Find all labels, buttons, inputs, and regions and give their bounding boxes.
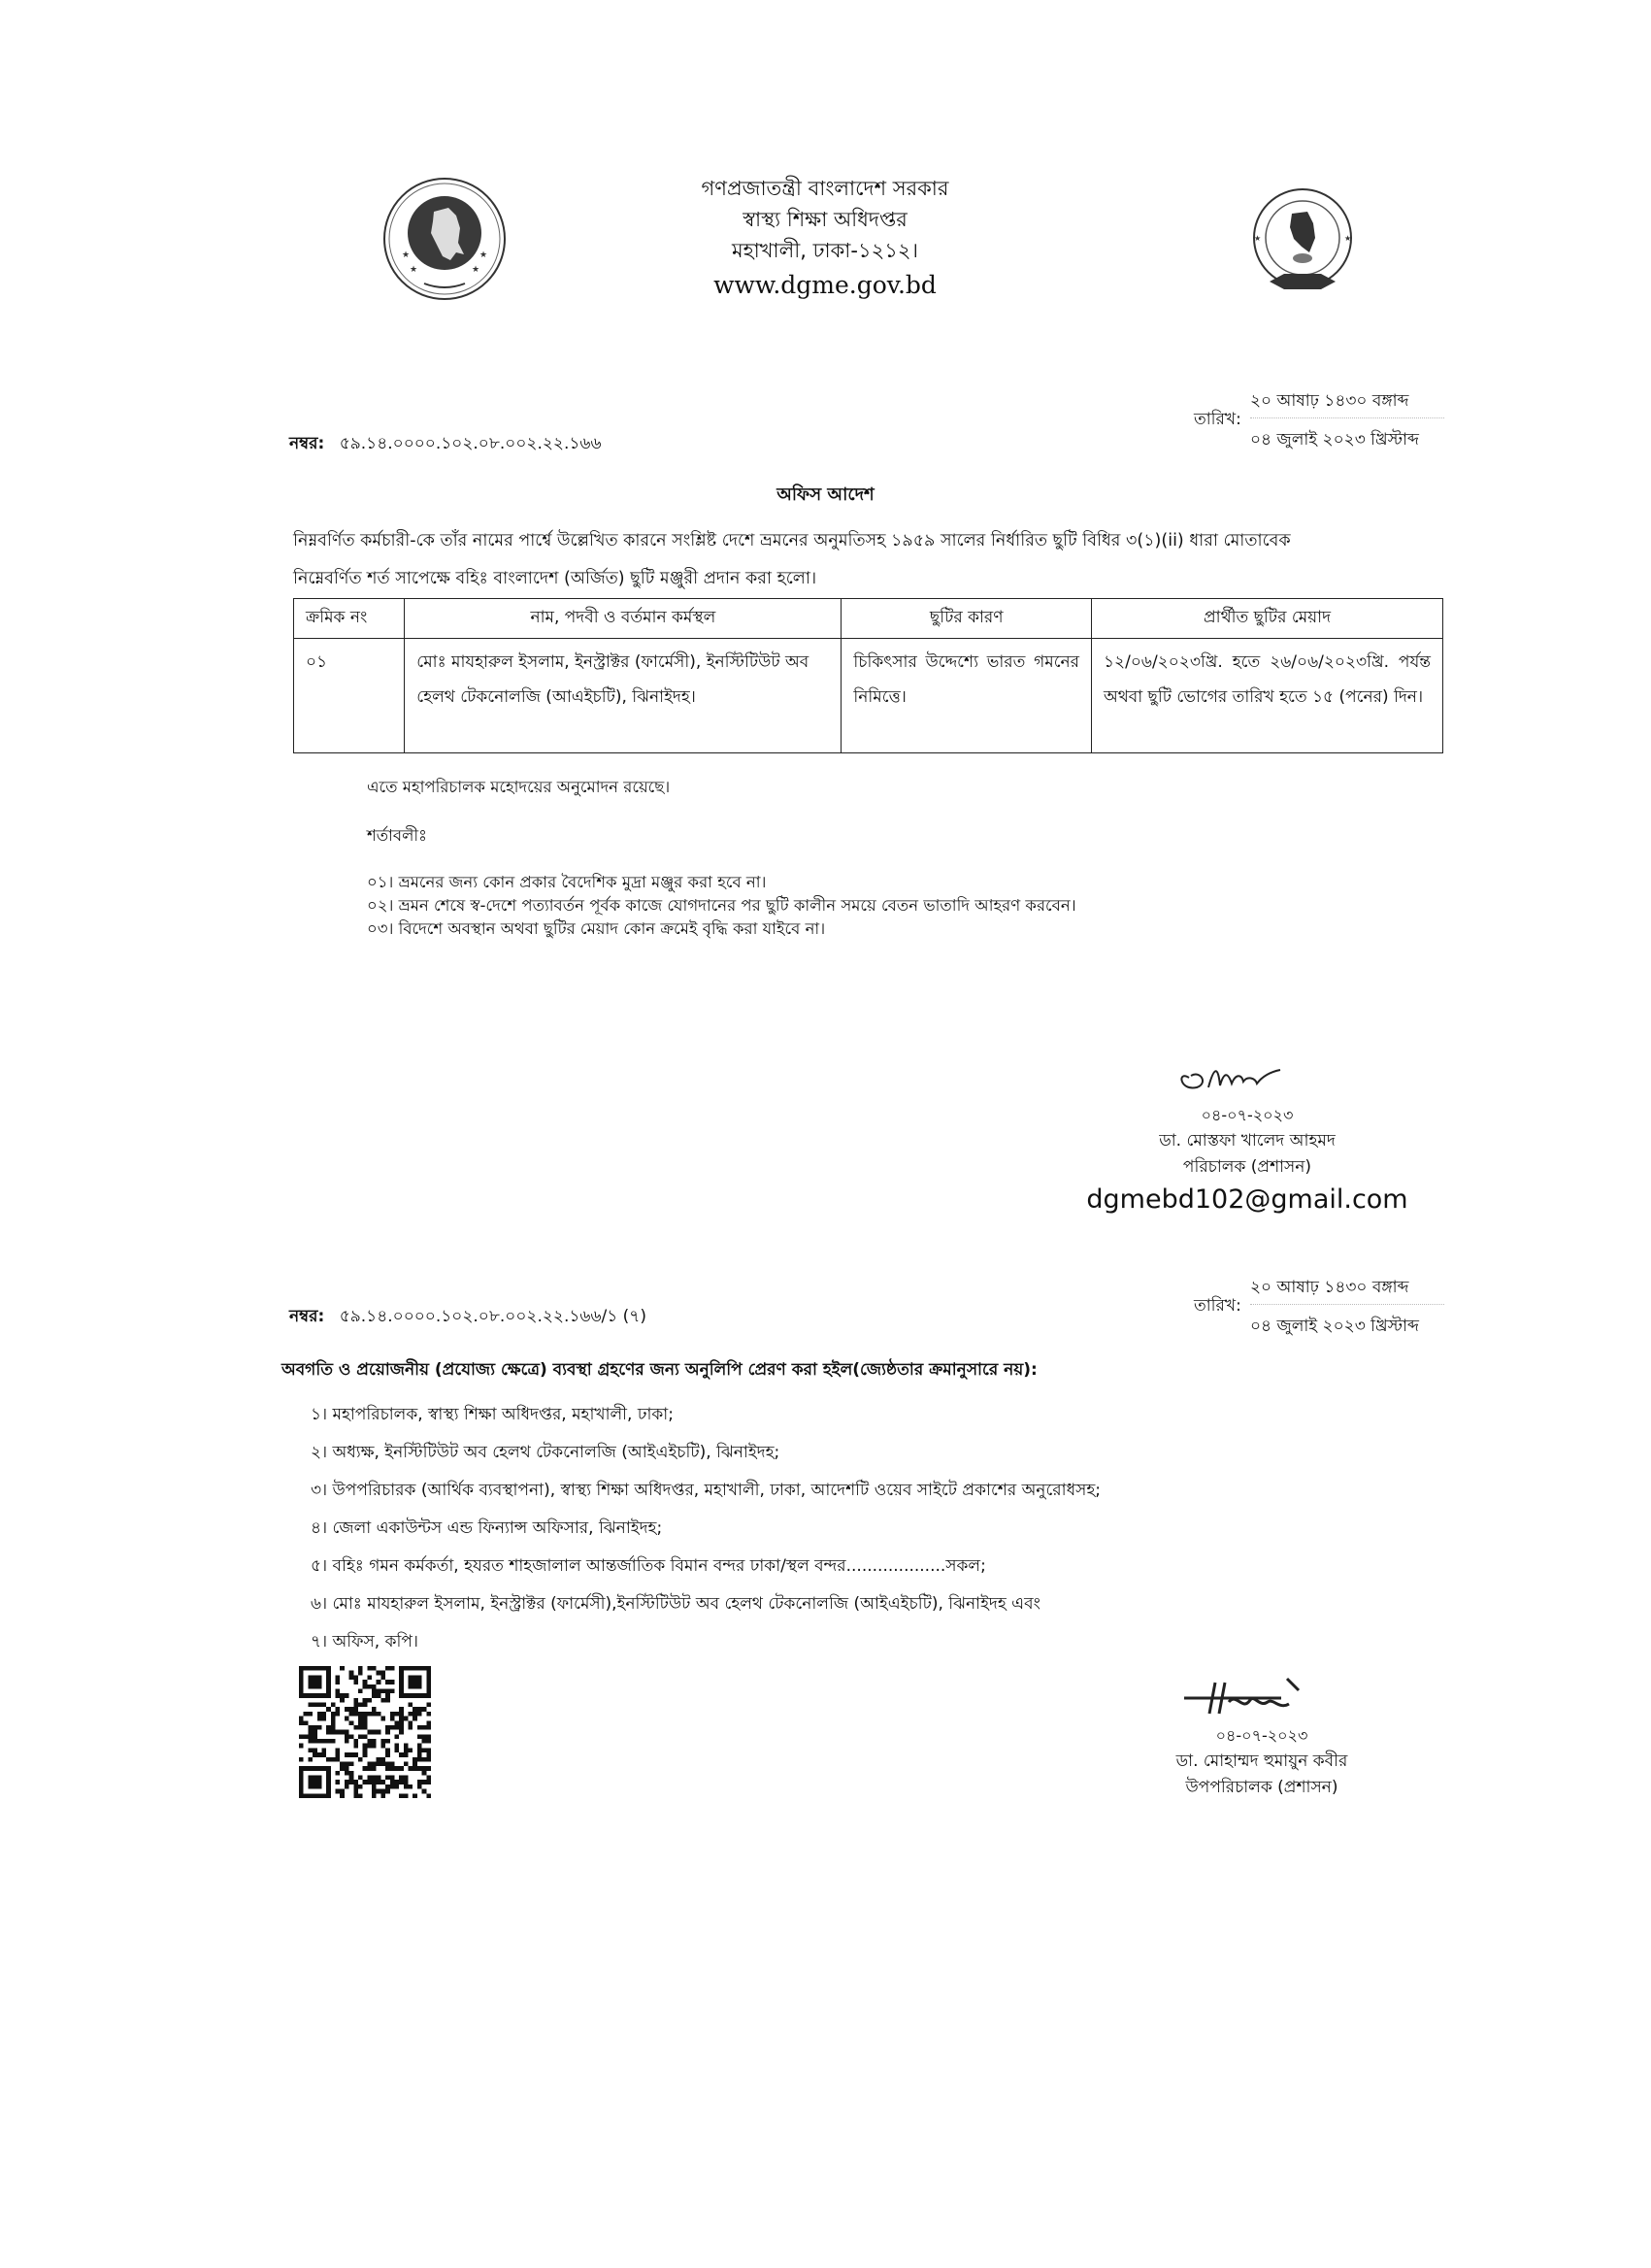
column-header-duration: প্রার্থীত ছুটির মেয়াদ [1092, 599, 1443, 639]
order-paragraph [293, 522, 1458, 598]
qr-code-icon [299, 1666, 431, 1798]
contact-email[interactable]: dgmebd102@gmail.com [1086, 1184, 1408, 1215]
date-divider [1250, 417, 1444, 418]
column-header-serial: ক্রমিক নং [294, 599, 405, 639]
copy-recipients-list [311, 1396, 1101, 1661]
memo-value: ৫৯.১৪.০০০০.১০২.০৮.০০২.২২.১৬৬/১ (৭) [339, 1307, 646, 1326]
conditions-list [367, 871, 1076, 941]
signature-icon [1097, 1665, 1427, 1723]
svg-text:★: ★ [479, 250, 488, 260]
memo-value: ৫৯.১৪.০০০০.১০২.০৮.০০২.২২.১৬৬ [339, 434, 602, 453]
column-header-name: নাম, পদবী ও বর্তমান কর্মস্থল [405, 599, 842, 639]
date-block [1194, 388, 1456, 456]
approval-note: এতে মহাপরিচালক মহোদয়ের অনুমোদন রয়েছে। [367, 778, 671, 796]
copy-heading: অবগতি ও প্রয়োজনীয় (প্রযোজ্য ক্ষেত্রে) ব্যবস্থা গ্রহণের জন্য অনুলিপি প্রেরণ করা হইল(জ্যেষ্ঠতার ক্রমানুসারে নয়): [281, 1360, 1038, 1380]
date-label: তারিখ: [1194, 410, 1241, 429]
copy-date-block [1194, 1275, 1456, 1343]
leave-table [293, 598, 1443, 753]
signature-block-director [1058, 1049, 1436, 1219]
cell-name: মোঃ মাযহারুল ইসলাম, ইনস্ট্রাক্টর (ফার্মেসী), ইনস্টিটিউট অব হেলথ টেকনোলজি (আএইচটি), ঝিনাইদহ। [405, 639, 842, 753]
date-bangla: ২০ আষাঢ় ১৪৩০ বঙ্গাব্দ [1250, 1278, 1409, 1297]
memo-label: নম্বর: [289, 434, 325, 453]
date-label: তারিখ: [1194, 1296, 1241, 1316]
svg-text:★: ★ [402, 250, 411, 260]
paragraph-line: নিম্নবর্ণিত কর্মচারী-কে তাঁর নামের পার্শ্বে উল্লেখিত কারনে সংশ্লিষ্ট দেশে ভ্রমনের অনুমতিসহ ১৯৫৯ সালের নির্ধারিত ছুটি বিধির ৩(১)(ii) ধারা মোতাবেক [293, 531, 1291, 550]
signatory-designation: উপপরিচালক (প্রশাসন) [1185, 1778, 1338, 1797]
cell-duration: ১২/০৬/২০২৩খ্রি. হতে ২৬/০৬/২০২৩খ্রি. পর্যন্ত অথবা ছুটি ভোগের তারিখ হতে ১৫ (পনের) দিন। [1092, 639, 1443, 753]
memo-label: নম্বর: [289, 1307, 325, 1326]
condition-item: ০১। ভ্রমনের জন্য কোন প্রকার বৈদেশিক মুদ্রা মঞ্জুর করা হবে না। [367, 873, 767, 891]
recipient-item: ২। অধ্যক্ষ, ইনস্টিটিউট অব হেলথ টেকনোলজি (আইএইচটি), ঝিনাইদহ; [311, 1443, 780, 1462]
svg-text:★: ★ [472, 265, 480, 275]
website-link[interactable]: www.dgme.gov.bd [713, 271, 937, 299]
recipient-item: ৬। মোঃ মাযহারুল ইসলাম, ইনস্ট্রাক্টর (ফার্মেসী),ইনস্টিটিউট অব হেলথ টেকনোলজি (আইএইচটি), ঝিনাইদহ এবং [311, 1594, 1040, 1614]
bangladesh-government-seal-icon [380, 175, 509, 303]
table-header-row [294, 599, 1443, 639]
dgme-seal-icon [1245, 184, 1360, 299]
copy-memo-number [289, 1304, 646, 1331]
signatory-name: ডা. মোহাম্মদ হুমায়ুন কবীর [1175, 1751, 1348, 1771]
condition-item: ০৩। বিদেশে অবস্থান অথবা ছুটির মেয়াদ কোন ক্রমেই বৃদ্ধি করা যাইবে না। [367, 919, 826, 938]
conditions-title: শর্তাবলীঃ [367, 826, 427, 845]
column-header-reason: ছুটির কারণ [842, 599, 1092, 639]
recipient-item: ৭। অফিস, কপি। [311, 1632, 418, 1651]
page-title: অফিস আদেশ [776, 484, 875, 505]
cell-serial: ০১ [294, 639, 405, 753]
signature-block-deputy-director [1097, 1665, 1427, 1801]
date-gregorian: ০৪ জুলাই ২০২৩ খ্রিস্টাব্দ [1250, 1317, 1419, 1336]
date-bangla: ২০ আষাঢ় ১৪৩০ বঙ্গাব্দ [1250, 391, 1409, 411]
recipient-item: ১। মহাপরিচালক, স্বাস্থ্য শিক্ষা অধিদপ্তর, মহাখালী, ঢাকা; [311, 1405, 674, 1424]
table-row [294, 639, 1443, 753]
date-gregorian: ০৪ জুলাই ২০২৩ খ্রিস্টাব্দ [1250, 430, 1419, 450]
cell-reason: চিকিৎসার উদ্দেশ্যে ভারত গমনের নিমিত্তে। [842, 639, 1092, 753]
department-name: স্বাস্থ্য শিক্ষা অধিদপ্তর [743, 208, 908, 231]
signature-icon [1058, 1049, 1436, 1103]
svg-text:★: ★ [410, 265, 418, 275]
signatory-designation: পরিচালক (প্রশাসন) [1182, 1157, 1312, 1177]
letterhead [544, 173, 1106, 303]
signatory-name: ডা. মোস্তফা খালেদ আহমদ [1159, 1131, 1336, 1151]
signature-date: ০৪-০৭-২০২৩ [1201, 1106, 1294, 1124]
memo-number [289, 431, 602, 458]
date-divider [1250, 1304, 1444, 1305]
signature-date: ০৪-০৭-২০২৩ [1215, 1726, 1308, 1745]
svg-text:★: ★ [1254, 234, 1262, 243]
government-name: গণপ্রজাতন্ত্রী বাংলাদেশ সরকার [701, 177, 949, 200]
recipient-item: ৪। জেলা একাউন্টস এন্ড ফিন্যান্স অফিসার, ঝিনাইদহ; [311, 1518, 663, 1538]
recipient-item: ৩। উপপরিচারক (আর্থিক ব্যবস্থাপনা), স্বাস্থ্য শিক্ষা অধিদপ্তর, মহাখালী, ঢাকা, আদেশটি ওয়েব সাইটে প্রকাশের অনুরোধসহ; [311, 1481, 1101, 1500]
recipient-item: ৫। বহিঃ গমন কর্মকর্তা, হযরত শাহজালাল আন্তর্জাতিক বিমান বন্দর ঢাকা/স্থল বন্দর...................সকল; [311, 1556, 986, 1576]
condition-item: ০২। ভ্রমন শেষে স্ব-দেশে পত্যাবর্তন পূর্বক কাজে যোগদানের পর ছুটি কালীন সময়ে বেতন ভাতাদি আহরণ করবেন। [367, 896, 1076, 915]
paragraph-line: নিম্নেবর্ণিত শর্ত সাপেক্ষে বহিঃ বাংলাদেশ (অর্জিত) ছুটি মঞ্জুরী প্রদান করা হলো। [293, 569, 817, 588]
office-address: মহাখালী, ঢাকা-১২১২। [731, 239, 919, 262]
svg-text:★: ★ [1344, 234, 1352, 243]
